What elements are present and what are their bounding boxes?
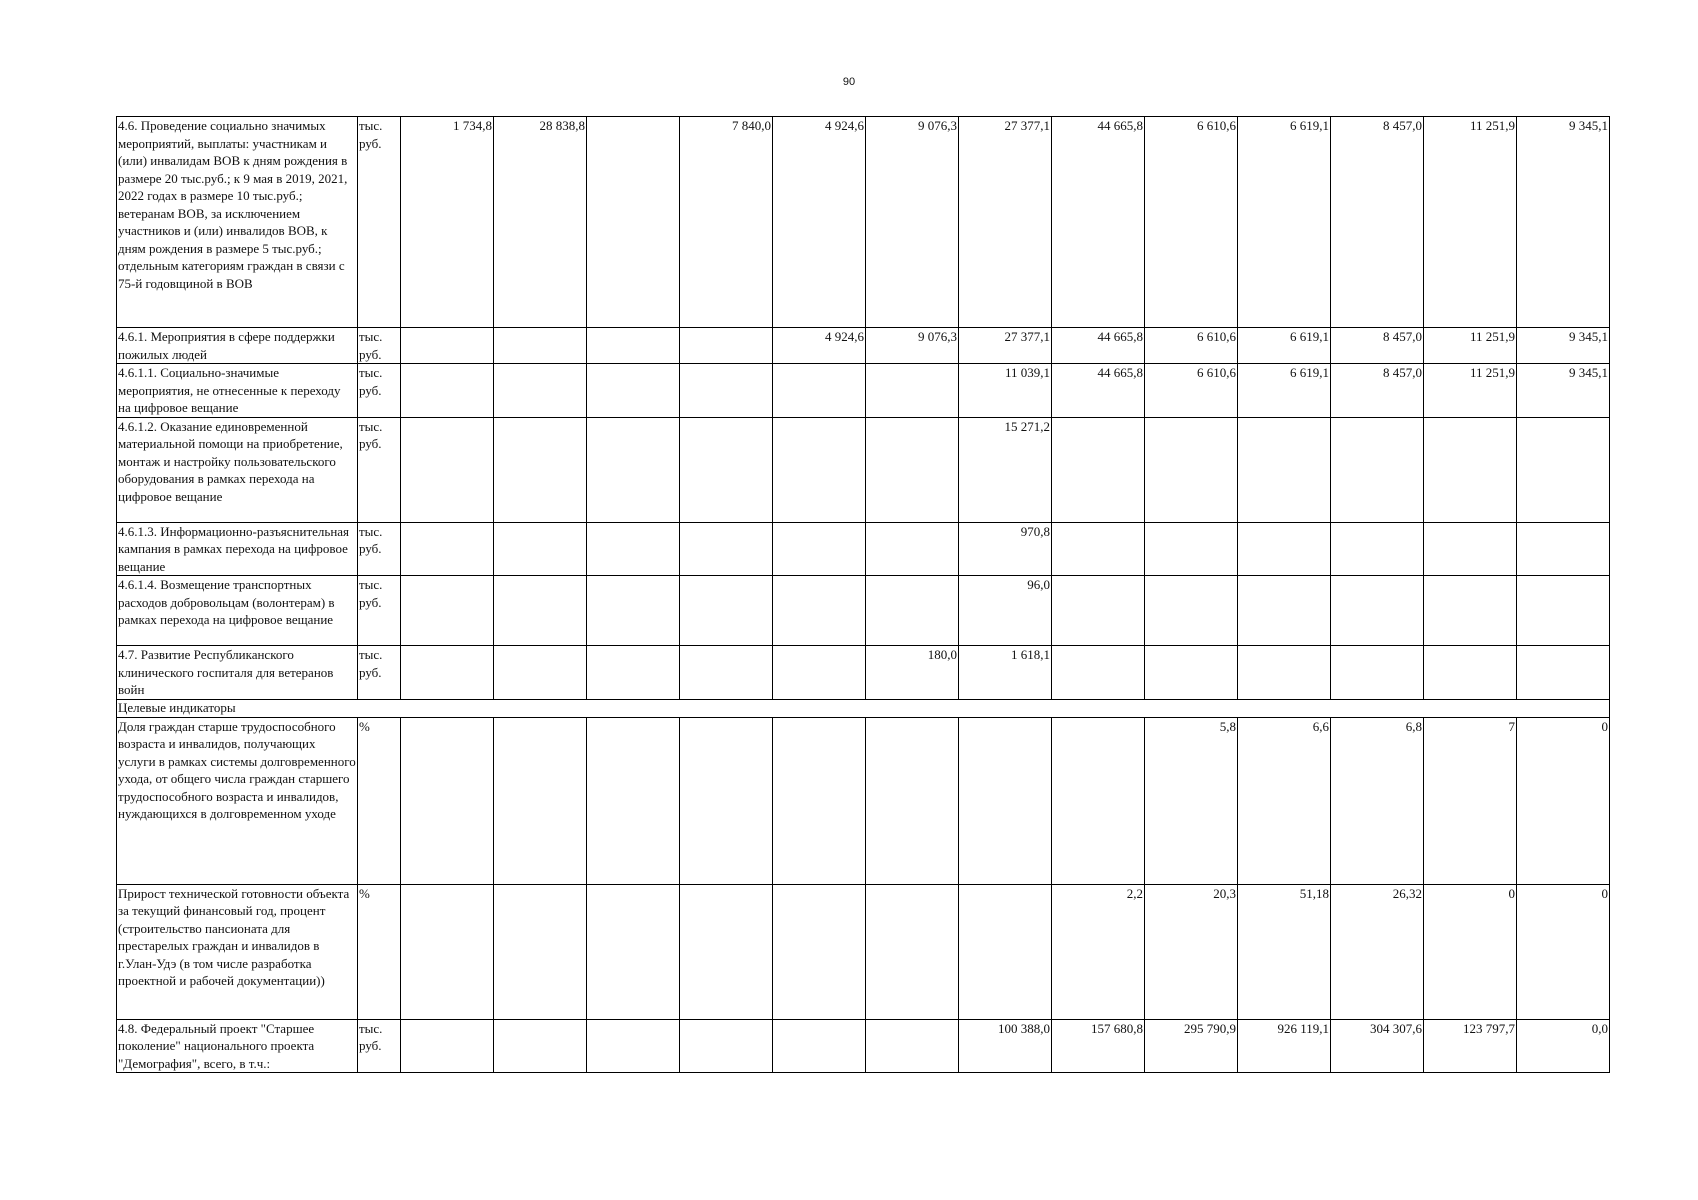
value-cell: 96,0 [959, 576, 1052, 646]
value-cell: 6,8 [1331, 717, 1424, 884]
value-cell: 8 457,0 [1331, 328, 1424, 364]
table-row [117, 117, 1610, 328]
page-number: 90 [842, 76, 856, 88]
value-cell [680, 884, 773, 1019]
value-cell: 4 924,6 [773, 117, 866, 328]
section-title: Целевые индикаторы [117, 699, 1610, 717]
section-row [117, 699, 1610, 717]
value-cell [866, 522, 959, 576]
value-cell [1424, 646, 1517, 700]
value-cell [494, 328, 587, 364]
table-body [117, 117, 1610, 1073]
value-cell: 28 838,8 [494, 117, 587, 328]
value-cell [1331, 646, 1424, 700]
value-cell [401, 417, 494, 522]
row-unit: тыс. руб. [358, 117, 401, 328]
row-unit: тыс. руб. [358, 646, 401, 700]
value-cell [1517, 417, 1610, 522]
value-cell [587, 328, 680, 364]
row-name: 4.6.1.3. Информационно-разъяснительная кампания в рамках перехода на цифровое вещание [117, 522, 358, 576]
value-cell [866, 417, 959, 522]
row-name: Прирост технической готовности объекта за текущий финансовый год, процент (строительство пансионата для престарелых граждан и инвалидов в г.Улан-Удэ (в том числе разработка проектной и рабочей документации)) [117, 884, 358, 1019]
value-cell [773, 717, 866, 884]
value-cell [401, 576, 494, 646]
value-cell: 0 [1517, 884, 1610, 1019]
value-cell: 1 618,1 [959, 646, 1052, 700]
row-unit: тыс. руб. [358, 328, 401, 364]
value-cell [680, 522, 773, 576]
value-cell [587, 884, 680, 1019]
value-cell [773, 364, 866, 418]
value-cell: 11 251,9 [1424, 364, 1517, 418]
value-cell [680, 1019, 773, 1073]
value-cell [1052, 522, 1145, 576]
value-cell: 0 [1517, 717, 1610, 884]
budget-table [116, 116, 1610, 1073]
value-cell: 6 619,1 [1238, 117, 1331, 328]
value-cell [494, 576, 587, 646]
value-cell: 6 619,1 [1238, 364, 1331, 418]
row-name: 4.8. Федеральный проект "Старшее поколение" национального проекта "Демография", всего, в т.ч.: [117, 1019, 358, 1073]
value-cell [401, 522, 494, 576]
row-name: 4.6.1.4. Возмещение транспортных расходов добровольцам (волонтерам) в рамках перехода на цифровое вещание [117, 576, 358, 646]
value-cell [1238, 522, 1331, 576]
table-row [117, 522, 1610, 576]
value-cell: 9 345,1 [1517, 117, 1610, 328]
value-cell: 157 680,8 [1052, 1019, 1145, 1073]
value-cell [1145, 576, 1238, 646]
value-cell [401, 364, 494, 418]
table-row [117, 717, 1610, 884]
value-cell [494, 646, 587, 700]
value-cell: 9 345,1 [1517, 364, 1610, 418]
row-unit: % [358, 717, 401, 884]
value-cell [587, 417, 680, 522]
value-cell: 7 [1424, 717, 1517, 884]
value-cell [494, 884, 587, 1019]
value-cell [587, 1019, 680, 1073]
value-cell [1145, 522, 1238, 576]
value-cell: 8 457,0 [1331, 364, 1424, 418]
value-cell [494, 364, 587, 418]
value-cell: 1 734,8 [401, 117, 494, 328]
value-cell: 100 388,0 [959, 1019, 1052, 1073]
value-cell [1331, 576, 1424, 646]
value-cell [1424, 522, 1517, 576]
value-cell [1238, 417, 1331, 522]
value-cell [587, 717, 680, 884]
value-cell [680, 328, 773, 364]
value-cell [1052, 576, 1145, 646]
value-cell: 304 307,6 [1331, 1019, 1424, 1073]
table-row [117, 884, 1610, 1019]
row-unit: тыс. руб. [358, 522, 401, 576]
table-row [117, 1019, 1610, 1073]
value-cell [773, 576, 866, 646]
value-cell [959, 717, 1052, 884]
value-cell: 180,0 [866, 646, 959, 700]
row-unit: % [358, 884, 401, 1019]
value-cell: 0 [1424, 884, 1517, 1019]
value-cell [1517, 646, 1610, 700]
row-name: 4.6.1.2. Оказание единовременной материальной помощи на приобретение, монтаж и настройку пользовательского оборудования в рамках перехода на цифровое вещание [117, 417, 358, 522]
table-row [117, 417, 1610, 522]
value-cell [494, 522, 587, 576]
value-cell: 15 271,2 [959, 417, 1052, 522]
value-cell [494, 717, 587, 884]
value-cell [1517, 576, 1610, 646]
value-cell [587, 522, 680, 576]
row-unit: тыс. руб. [358, 1019, 401, 1073]
value-cell [1238, 576, 1331, 646]
value-cell: 8 457,0 [1331, 117, 1424, 328]
value-cell [401, 717, 494, 884]
value-cell [1145, 417, 1238, 522]
row-name: 4.6.1. Мероприятия в сфере поддержки пожилых людей [117, 328, 358, 364]
value-cell [587, 117, 680, 328]
value-cell [1052, 646, 1145, 700]
value-cell: 11 251,9 [1424, 117, 1517, 328]
value-cell [866, 884, 959, 1019]
table-row [117, 576, 1610, 646]
value-cell [1052, 417, 1145, 522]
value-cell [587, 646, 680, 700]
value-cell [866, 576, 959, 646]
value-cell [773, 417, 866, 522]
value-cell: 51,18 [1238, 884, 1331, 1019]
value-cell [494, 417, 587, 522]
value-cell [1424, 576, 1517, 646]
value-cell: 295 790,9 [1145, 1019, 1238, 1073]
value-cell [1331, 417, 1424, 522]
value-cell [1517, 522, 1610, 576]
value-cell [587, 364, 680, 418]
value-cell: 4 924,6 [773, 328, 866, 364]
value-cell [1145, 646, 1238, 700]
value-cell: 6,6 [1238, 717, 1331, 884]
value-cell [773, 1019, 866, 1073]
value-cell [1238, 646, 1331, 700]
value-cell [1331, 522, 1424, 576]
value-cell [773, 884, 866, 1019]
value-cell: 11 251,9 [1424, 328, 1517, 364]
value-cell: 44 665,8 [1052, 117, 1145, 328]
value-cell: 26,32 [1331, 884, 1424, 1019]
value-cell [866, 1019, 959, 1073]
value-cell: 44 665,8 [1052, 364, 1145, 418]
value-cell: 7 840,0 [680, 117, 773, 328]
value-cell [680, 364, 773, 418]
value-cell [773, 646, 866, 700]
value-cell: 9 076,3 [866, 328, 959, 364]
value-cell: 11 039,1 [959, 364, 1052, 418]
value-cell: 6 610,6 [1145, 328, 1238, 364]
value-cell [773, 522, 866, 576]
table-row [117, 364, 1610, 418]
value-cell: 20,3 [1145, 884, 1238, 1019]
value-cell [959, 884, 1052, 1019]
row-unit: тыс. руб. [358, 576, 401, 646]
value-cell [494, 1019, 587, 1073]
table-row [117, 646, 1610, 700]
value-cell: 926 119,1 [1238, 1019, 1331, 1073]
row-name: Доля граждан старше трудоспособного возраста и инвалидов, получающих услуги в рамках системы долговременного ухода, от общего числа граждан старшего трудоспособного возраста и инвалидов, нуждающихся в долговременном уходе [117, 717, 358, 884]
value-cell: 2,2 [1052, 884, 1145, 1019]
value-cell: 6 610,6 [1145, 364, 1238, 418]
value-cell: 5,8 [1145, 717, 1238, 884]
value-cell [680, 646, 773, 700]
value-cell [680, 717, 773, 884]
value-cell: 6 610,6 [1145, 117, 1238, 328]
table-row [117, 328, 1610, 364]
value-cell: 970,8 [959, 522, 1052, 576]
value-cell: 0,0 [1517, 1019, 1610, 1073]
value-cell [866, 364, 959, 418]
row-unit: тыс. руб. [358, 364, 401, 418]
value-cell: 44 665,8 [1052, 328, 1145, 364]
value-cell [401, 328, 494, 364]
value-cell [401, 1019, 494, 1073]
row-name: 4.7. Развитие Республиканского клинического госпиталя для ветеранов войн [117, 646, 358, 700]
value-cell: 27 377,1 [959, 328, 1052, 364]
value-cell [680, 417, 773, 522]
value-cell [587, 576, 680, 646]
value-cell [401, 884, 494, 1019]
row-name: 4.6. Проведение социально значимых мероприятий, выплаты: участникам и (или) инвалидам ВОВ к дням рождения в размере 20 тыс.руб.; к 9 мая в 2019, 2021, 2022 годах в размере 10 тыс.руб.; ветеранам ВОВ, за исключением участников и (или) инвалидов ВОВ, к дням рождения в размере 5 тыс.руб.; отдельным категориям граждан в связи с 75-й годовщиной в ВОВ [117, 117, 358, 328]
value-cell [680, 576, 773, 646]
value-cell: 27 377,1 [959, 117, 1052, 328]
value-cell [401, 646, 494, 700]
value-cell [1052, 717, 1145, 884]
value-cell: 9 076,3 [866, 117, 959, 328]
value-cell: 123 797,7 [1424, 1019, 1517, 1073]
value-cell [866, 717, 959, 884]
row-name: 4.6.1.1. Социально-значимые мероприятия, не отнесенные к переходу на цифровое вещание [117, 364, 358, 418]
value-cell [1424, 417, 1517, 522]
value-cell: 9 345,1 [1517, 328, 1610, 364]
row-unit: тыс. руб. [358, 417, 401, 522]
value-cell: 6 619,1 [1238, 328, 1331, 364]
